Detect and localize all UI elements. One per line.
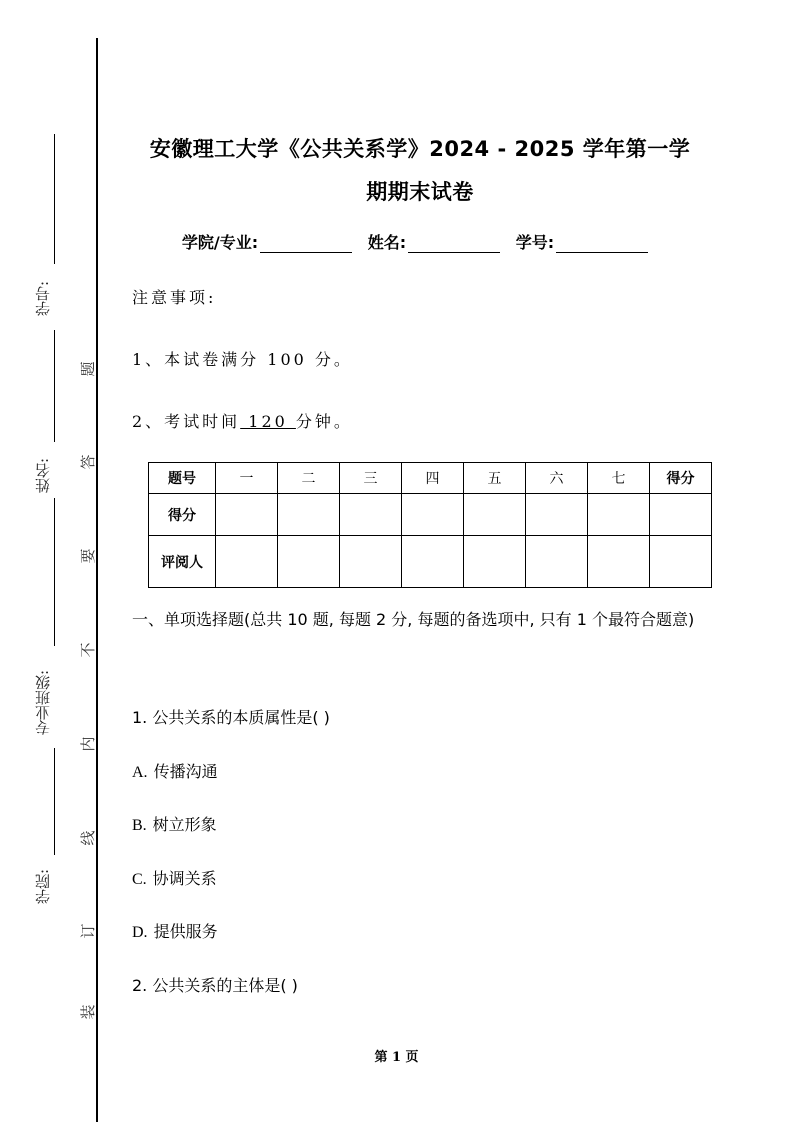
score-table [148, 462, 712, 588]
option-label: A. [132, 764, 148, 781]
margin-label-college: 学院: [34, 868, 52, 904]
question-1-option-b[interactable] [132, 812, 217, 835]
question-1-option-c[interactable] [132, 866, 217, 889]
option-text: 树立形象 [152, 815, 217, 834]
margin-warning-char: 答 [79, 454, 97, 470]
notice-item-2 [132, 409, 353, 432]
grader-cell[interactable] [402, 536, 464, 588]
margin-warning-char: 订 [79, 923, 97, 939]
notice-item-1: 1、本试卷满分 100 分。 [132, 350, 353, 369]
section-1-heading: 一、单项选择题(总共 10 题, 每题 2 分, 每题的备选项中, 只有 1 个最符合题意) [132, 610, 695, 629]
college-field[interactable] [260, 234, 352, 253]
margin-warning-char: 题 [79, 361, 97, 377]
option-label: D. [132, 924, 148, 941]
score-cell[interactable] [650, 494, 712, 536]
grader-cell[interactable] [278, 536, 340, 588]
option-label: B. [132, 817, 147, 834]
score-table-header-cell: 四 [402, 463, 464, 494]
score-table-header-row [149, 463, 712, 494]
question-1-option-d[interactable] [132, 919, 218, 942]
grader-cell[interactable] [216, 536, 278, 588]
exam-duration: 120 [240, 412, 296, 431]
option-text: 传播沟通 [153, 762, 218, 781]
score-table-header-cell: 一 [216, 463, 278, 494]
score-cell[interactable] [340, 494, 402, 536]
exam-title-line2: 期期末试卷 [366, 180, 474, 204]
grader-cell[interactable] [650, 536, 712, 588]
notice-item-2-prefix: 2、考试时间 [132, 412, 241, 431]
score-table-header-cell: 二 [278, 463, 340, 494]
score-table-row-grader [149, 536, 712, 588]
margin-line-id [54, 134, 55, 264]
notice-item-2-suffix: 分钟。 [295, 412, 353, 431]
score-cell[interactable] [402, 494, 464, 536]
grader-cell[interactable] [464, 536, 526, 588]
margin-label-student-id: 学号: [34, 280, 52, 316]
score-table-row-score [149, 494, 712, 536]
option-label: C. [132, 871, 147, 888]
question-2-stem: 2. 公共关系的主体是( ) [132, 976, 298, 995]
margin-warning-char: 不 [79, 642, 97, 658]
margin-label-name: 姓名: [34, 457, 52, 493]
margin-warning-char: 要 [79, 548, 97, 564]
score-table-header-cell: 五 [464, 463, 526, 494]
student-id-field[interactable] [556, 234, 648, 253]
notice-heading: 注意事项: [132, 288, 217, 307]
exam-title-line1: 安徽理工大学《公共关系学》2024 - 2025 学年第一学 [149, 137, 691, 161]
name-field[interactable] [408, 234, 500, 253]
margin-warning-char: 线 [79, 830, 97, 846]
option-text: 提供服务 [153, 922, 218, 941]
score-cell[interactable] [588, 494, 650, 536]
binding-line [96, 38, 98, 1122]
margin-warning-char: 内 [79, 736, 97, 752]
student-id-label: 学号: [515, 233, 555, 252]
question-1-stem: 1. 公共关系的本质属性是( ) [132, 708, 330, 727]
student-info-row [120, 230, 720, 253]
score-cell[interactable] [464, 494, 526, 536]
grader-cell[interactable] [588, 536, 650, 588]
margin-label-class: 专业班级: [34, 669, 52, 735]
score-table-header-cell: 三 [340, 463, 402, 494]
margin-line-college [54, 748, 55, 855]
score-cell[interactable] [526, 494, 588, 536]
grader-cell[interactable] [526, 536, 588, 588]
score-table-header-cell: 得分 [650, 463, 712, 494]
page-number: 第 1 页 [374, 1050, 419, 1065]
score-cell[interactable] [278, 494, 340, 536]
margin-line-name [54, 330, 55, 442]
college-label: 学院/专业: [181, 233, 259, 252]
score-row-label: 得分 [149, 494, 216, 536]
margin-warning-char: 装 [79, 1004, 97, 1020]
score-cell[interactable] [216, 494, 278, 536]
option-text: 协调关系 [152, 869, 217, 888]
score-table-header-cell: 题号 [149, 463, 216, 494]
name-label: 姓名: [367, 233, 407, 252]
grader-row-label: 评阅人 [149, 536, 216, 588]
question-1-option-a[interactable] [132, 759, 218, 782]
score-table-header-cell: 七 [588, 463, 650, 494]
score-table-header-cell: 六 [526, 463, 588, 494]
grader-cell[interactable] [340, 536, 402, 588]
margin-line-class [54, 498, 55, 646]
